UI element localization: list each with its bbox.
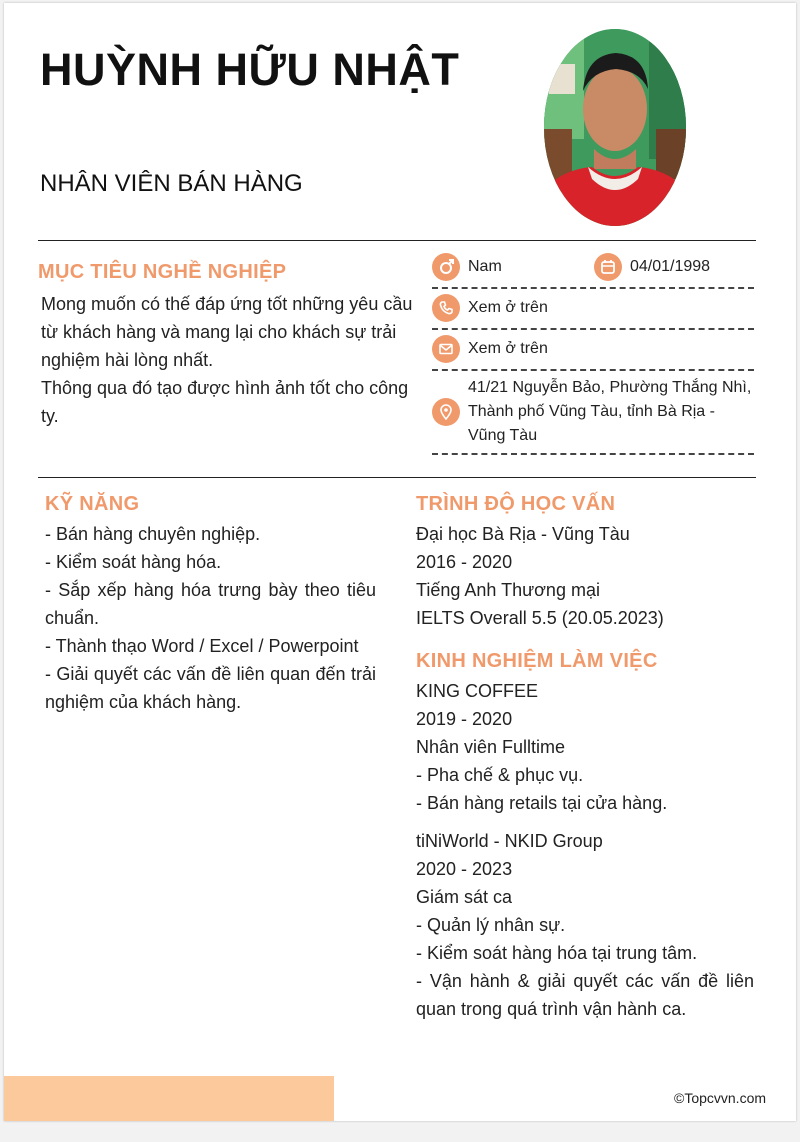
contact-phone (432, 294, 548, 322)
copyright-text[interactable]: ©Topcvvn.com (674, 1090, 767, 1106)
candidate-name: HUỲNH HỮU NHẬT (40, 44, 460, 95)
experience-job (416, 677, 754, 817)
address-value: 41/21 Nguyễn Bảo, Phường Thắng Nhì, Thành phố Vũng Tàu, tỉnh Bà Rịa - Vũng Tàu (468, 379, 752, 444)
skill-item: - Kiểm soát hàng hóa. (45, 552, 222, 572)
education-heading: TRÌNH ĐỘ HỌC VẤN (416, 493, 616, 515)
calendar-icon (594, 253, 622, 281)
skills-heading: KỸ NĂNG (45, 493, 140, 515)
job-duty: - Vận hành & giải quyết các vấn đề liên quan trong quá trình vận hành ca. (416, 971, 754, 1019)
job-company: KING COFFEE (416, 681, 539, 701)
education-major: Tiếng Anh Thương mại (416, 580, 600, 600)
objective-heading: MỤC TIÊU NGHỀ NGHIỆP (38, 261, 287, 283)
job-role: Giám sát ca (416, 887, 513, 907)
job-duty: - Kiểm soát hàng hóa tại trung tâm. (416, 943, 698, 963)
job-period: 2019 - 2020 (416, 709, 513, 729)
phone-value: Xem ở trên (468, 299, 548, 316)
contact-address (432, 376, 754, 448)
gender-value: Nam (468, 258, 502, 275)
contact-gender (432, 253, 502, 281)
footer-accent-bar (4, 1076, 334, 1121)
job-period: 2020 - 2023 (416, 859, 513, 879)
phone-icon (432, 294, 460, 322)
contact-birthday (594, 253, 710, 281)
contact-divider (432, 287, 754, 289)
cv-page (4, 3, 796, 1121)
contact-divider (432, 453, 754, 455)
email-icon (432, 335, 460, 363)
experience-job (416, 827, 754, 1023)
education-period: 2016 - 2020 (416, 552, 513, 572)
education-block (416, 520, 754, 632)
objective-line: Mong muốn có thế đáp ứng tốt những yêu cầu từ khách hàng và mang lại cho khách sự trải nghiệm hài lòng nhất. (41, 294, 413, 370)
email-value: Xem ở trên (468, 340, 548, 357)
contact-divider (432, 328, 754, 330)
job-duty: - Pha chế & phục vụ. (416, 765, 584, 785)
skill-item: - Giải quyết các vấn đề liên quan đến trải nghiệm của khách hàng. (45, 664, 376, 712)
skill-item: - Bán hàng chuyên nghiệp. (45, 524, 261, 544)
contact-email (432, 335, 548, 363)
skill-item: - Sắp xếp hàng hóa trưng bày theo tiêu chuẩn. (45, 580, 376, 628)
skill-item: - Thành thạo Word / Excel / Powerpoint (45, 636, 359, 656)
job-title: NHÂN VIÊN BÁN HÀNG (40, 170, 303, 197)
education-school: Đại học Bà Rịa - Vũng Tàu (416, 524, 630, 544)
experience-heading: KINH NGHIỆM LÀM VIỆC (416, 650, 658, 672)
section-divider (38, 477, 756, 478)
profile-photo (544, 29, 686, 226)
objective-text (41, 290, 421, 430)
job-duty: - Bán hàng retails tại cửa hàng. (416, 793, 668, 813)
gender-icon (432, 253, 460, 281)
header-divider (38, 240, 756, 241)
job-duty: - Quản lý nhân sự. (416, 915, 566, 935)
job-role: Nhân viên Fulltime (416, 737, 566, 757)
education-certificate: IELTS Overall 5.5 (20.05.2023) (416, 608, 664, 628)
job-company: tiNiWorld - NKID Group (416, 831, 603, 851)
contact-divider (432, 369, 754, 371)
skills-list (45, 520, 376, 716)
location-pin-icon (432, 398, 460, 426)
birthday-value: 04/01/1998 (630, 258, 711, 275)
objective-line: Thông qua đó tạo được hình ảnh tốt cho công ty. (41, 378, 409, 426)
